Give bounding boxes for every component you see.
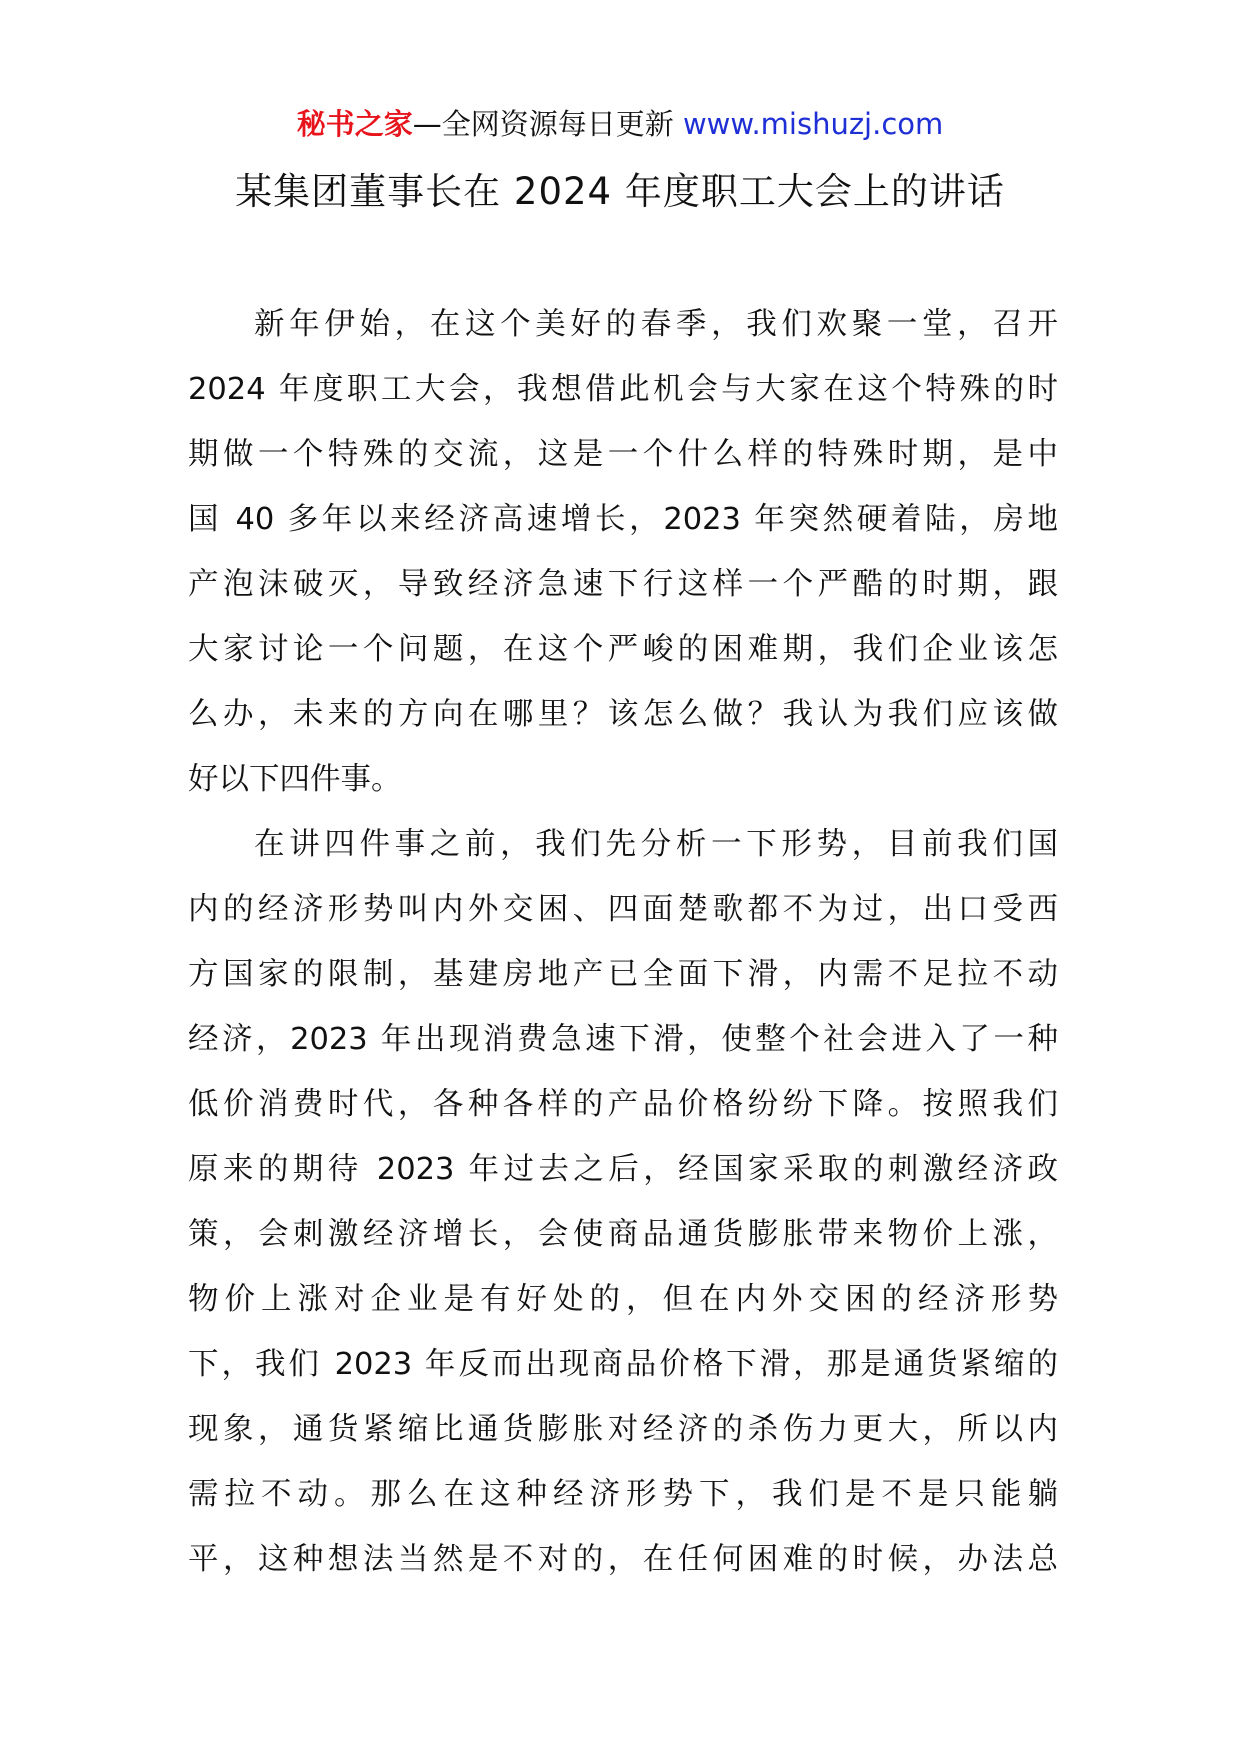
- text-line: 方国家的限制，基建房地产已全面下滑，内需不足拉不动: [188, 957, 1058, 992]
- watermark-header: [0, 100, 1240, 148]
- text-line: 物价上涨对企业是有好处的，但在内外交困的经济形势: [188, 1282, 1058, 1317]
- document-body: [188, 292, 1058, 1592]
- paragraph-1: [188, 292, 1058, 812]
- text-line: 2024 年度职工大会，我想借此机会与大家在这个特殊的时: [188, 372, 1058, 407]
- text-line: 低价消费时代，各种各样的产品价格纷纷下降。按照我们: [188, 1087, 1058, 1122]
- text-line: 大家讨论一个问题，在这个严峻的困难期，我们企业该怎: [188, 632, 1058, 667]
- text-line: 在讲四件事之前，我们先分析一下形势，目前我们国: [254, 827, 1058, 862]
- brand-name: 秘书之家: [296, 107, 413, 141]
- text-line: 好以下四件事。: [188, 762, 402, 797]
- text-line: 么办，未来的方向在哪里？该怎么做？我认为我们应该做: [188, 697, 1058, 732]
- text-line: 新年伊始，在这个美好的春季，我们欢聚一堂，召开: [254, 307, 1058, 342]
- text-line: 需拉不动。那么在这种经济形势下，我们是不是只能躺: [188, 1477, 1058, 1512]
- text-line: 经济，2023 年出现消费急速下滑，使整个社会进入了一种: [188, 1022, 1058, 1057]
- text-line: 国 40 多年以来经济高速增长，2023 年突然硬着陆，房地: [188, 502, 1058, 537]
- text-line: 现象，通货紧缩比通货膨胀对经济的杀伤力更大，所以内: [188, 1412, 1058, 1447]
- text-line: 平，这种想法当然是不对的，在任何困难的时候，办法总: [188, 1542, 1058, 1577]
- text-line: 内的经济形势叫内外交困、四面楚歌都不为过，出口受西: [188, 892, 1058, 927]
- paragraph-2: [188, 812, 1058, 1592]
- text-line: 原来的期待 2023 年过去之后，经国家采取的刺激经济政: [188, 1152, 1058, 1187]
- header-tagline: —全网资源每日更新: [412, 107, 674, 141]
- text-line: 期做一个特殊的交流，这是一个什么样的特殊时期，是中: [188, 437, 1058, 472]
- text-line: 策，会刺激经济增长，会使商品通货膨胀带来物价上涨，: [188, 1217, 1058, 1252]
- site-url-link[interactable]: www.mishuzj.com: [682, 107, 944, 141]
- text-line: 下，我们 2023 年反而出现商品价格下滑，那是通货紧缩的: [188, 1347, 1058, 1382]
- document-title: 某集团董事长在 2024 年度职工大会上的讲话: [235, 170, 1005, 213]
- text-line: 产泡沫破灭，导致经济急速下行这样一个严酷的时期，跟: [188, 567, 1058, 602]
